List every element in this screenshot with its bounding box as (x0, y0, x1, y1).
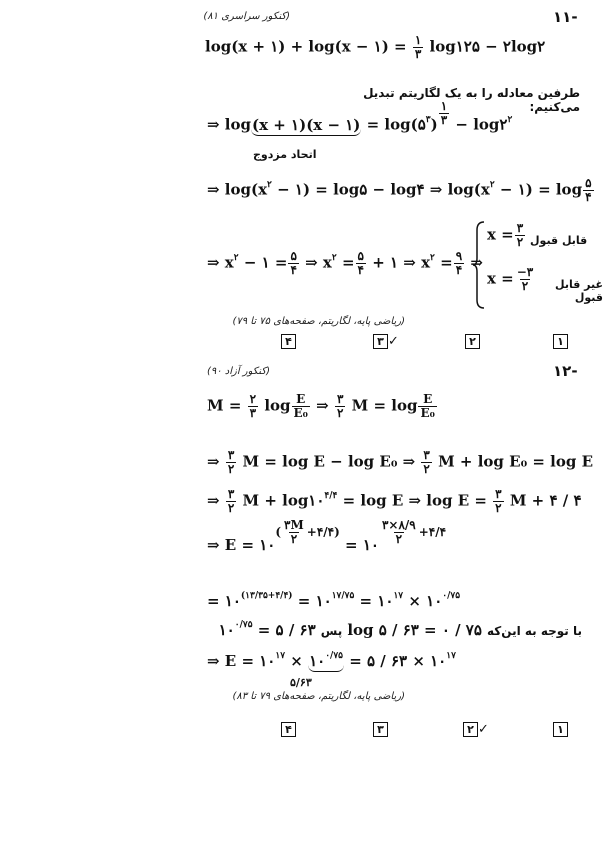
q12-reference: (ریاضی پایه، لگاریتم، صفحه‌های ۷۹ تا ۸۳) (232, 691, 405, 702)
q11-equation-2: ⇒ log(x + ۱)(x − ۱) = $\log(۵^۳)$ $\frac{۱}{۳}$ − $\log ۲^۲$ (207, 99, 513, 134)
q11-equation-3: ⇒ $\log(x^۲$ − ۱) = log۵ − log۴ ⇒ $\log(x^۲$ − ۱) = log $\frac{۵}{۴}$ (207, 176, 592, 204)
underbrace-conjugate: (x + ۱)(x − ۱) (251, 115, 361, 134)
question-number-12: -۱۲ (553, 362, 578, 380)
q12-option-3[interactable]: ۳ (373, 722, 388, 737)
q12-option-4[interactable]: ۴ (281, 722, 296, 737)
case-rejected: x = $\frac{-۳}{۲}$ (487, 265, 534, 293)
q11-option-3[interactable]: ۳ (373, 334, 388, 349)
case-accepted: x = $\frac{۳}{۲}$ (487, 221, 524, 249)
question-source-11: (کنکور سراسری ۸۱) (203, 11, 290, 22)
q11-option-2[interactable]: ۲ (465, 334, 480, 349)
question-number-11: -۱۱ (553, 8, 578, 26)
q11-option-4[interactable]: ۴ (281, 334, 296, 349)
underbrace-label-power: ۵/۶۳ (290, 676, 312, 689)
q12-line-7: ⇒ $E = ۱۰^{۱۷}$ × $۱۰^{۰/۷۵}$ = ۵ / ۶۳ × $۱۰^{۱۷}$ (207, 651, 456, 670)
q12-line-6: با توجه به این‌که log ۵ / ۶۳ = ۰ / ۷۵ پس $۱۰^{۰/۷۵}$ = ۵ / ۶۳ (218, 620, 582, 639)
cases-brace (473, 220, 485, 310)
q12-line-1: M = $\frac{۲}{۳}$ log $\frac{E}{\text{E₀}}$ ⇒ $\frac{۳}{۲}$ M = log $\frac{E}{\text{E₀}}$ (207, 392, 435, 420)
q12-line-2: ⇒ $\frac{۳}{۲}$ M = log E − log E₀ ⇒ $\frac{۳}{۲}$ M + log E₀ = log E (207, 448, 594, 476)
q12-option-1[interactable]: ۱ (553, 722, 568, 737)
q11-equation-4: ⇒ $x^۲$ − ۱ = $\frac{۵}{۴}$ ⇒ $x^۲$ = $\frac{۵}{۴}$ + ۱ ⇒ $x^۲$ = $\frac{۹}{۴}$ ⇒ (207, 249, 483, 277)
q12-line-3: ⇒ $\frac{۳}{۲}$ $M + \log ۱۰^{۴/۴} = \log E$ ⇒ log E = $\frac{۳}{۲}$ M + ۴ / ۴ (207, 487, 582, 515)
question-source-12: (کنکور آزاد ۹۰) (206, 366, 270, 377)
q12-line-5: = $۱۰^{(۱۳/۳۵+۴/۴)}$ = $۱۰^{۱۷/۷۵}$ = $۱۰^{۱۷}$ × $۱۰^{۰/۷۵}$ (207, 591, 461, 610)
q11-equation-1: log(x + ۱) + log(x − ۱) = $\frac{۱}{۳}$ log۱۲۵ − ۲log۲ (205, 33, 546, 61)
correct-check-icon: ✓ (478, 722, 489, 737)
correct-check-icon: ✓ (388, 334, 399, 349)
q11-reference: (ریاضی پایه، لگاریتم، صفحه‌های ۷۵ تا ۷۹) (232, 316, 405, 327)
q11-option-1[interactable]: ۱ (553, 334, 568, 349)
case-rejected-label: غیر قابل قبول (555, 278, 603, 304)
q11-explanation: طرفین معادله را به یک لگاریتم تبدیل می‌کنیم: (363, 86, 580, 114)
q12-line-4: ⇒ $E = ۱۰^{( \frac{۳M}{۲} +۴/۴)}$ = ۱۰ $^{\frac{۳\times ۸/۹}{۲} +۴/۴}$ (207, 518, 447, 554)
underbrace-label-conjugate: اتحاد مزدوج (253, 148, 317, 161)
q12-option-2[interactable]: ۲ (463, 722, 478, 737)
underbrace-power: $۱۰^{۰/۷۵}$ (309, 651, 343, 670)
case-accepted-label: قابل قبول (530, 234, 588, 247)
